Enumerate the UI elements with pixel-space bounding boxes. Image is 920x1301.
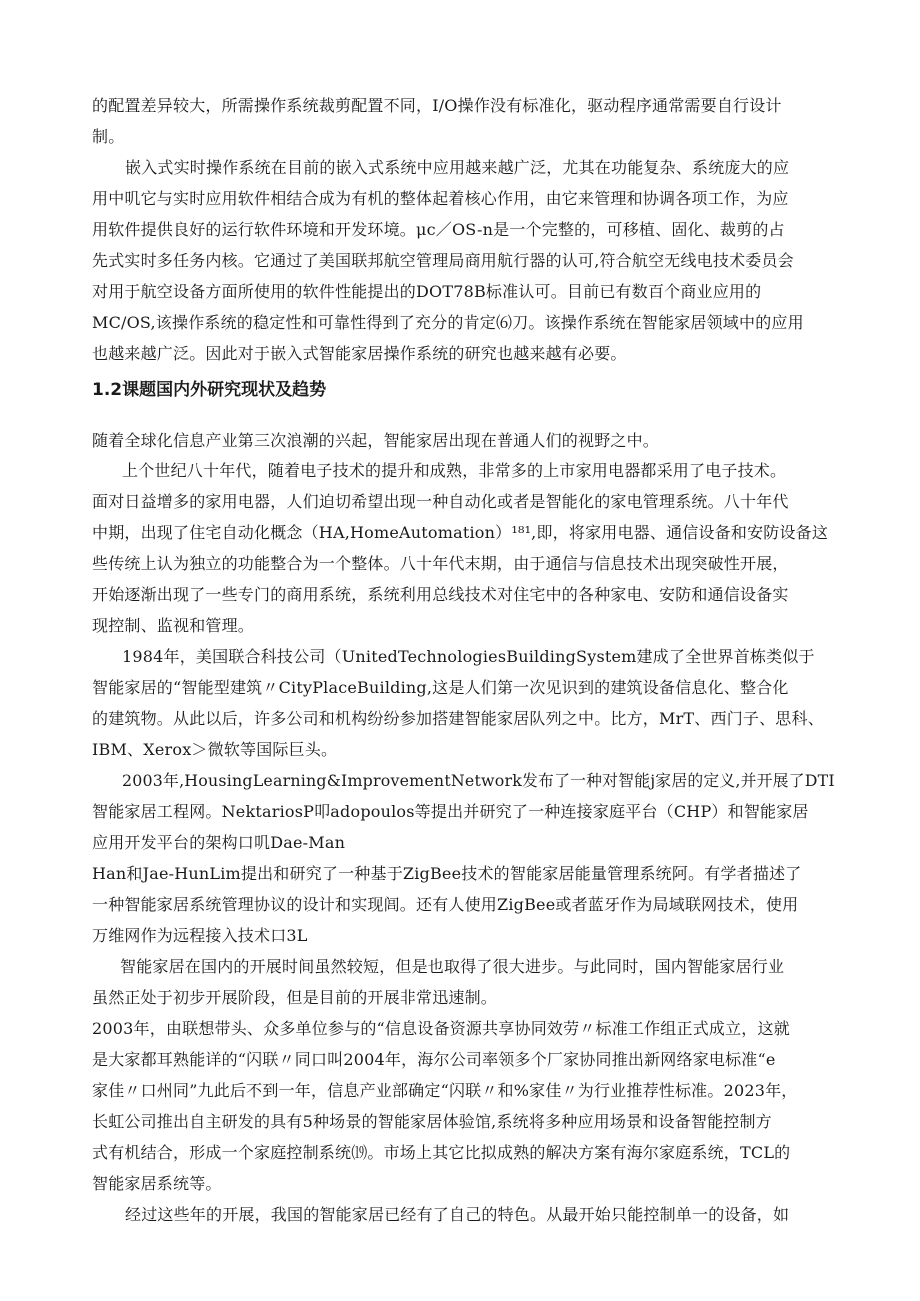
paragraph-8-line-3: 家佳〃口州同”九此后不到一年，信息产业部确定“闪联〃和%家佳〃为行业推荐性标准。2023年， (92, 1081, 798, 1100)
paragraph-2-line-4: 先式实时多任务内核。它通过了美国联邦航空管理局商用航行器的认可,符合航空无线电技术委员会 (92, 251, 794, 270)
paragraph-2-line-6: MC/OS,该操作系统的稳定性和可靠性得到了充分的肯定⑹刀。该操作系统在智能家居领域中的应用 (92, 313, 804, 332)
paragraph-6-line-6: 万维网作为远程接入技术口3L (92, 926, 308, 945)
paragraph-8-line-6: 智能家居系统等。 (92, 1174, 222, 1193)
paragraph-6-line-5: 一种智能家居系统管理协议的设计和实现闾。还有人使用ZigBee或者蓝牙作为局域联网技术，使用 (92, 895, 799, 914)
paragraph-4-line-6: 现控制、监视和管理。 (92, 616, 255, 635)
paragraph-2-line-1: 嵌入式实时操作系统在目前的嵌入式系统中应用越来越广泛，尤其在功能复杂、系统庞大的应 (125, 158, 790, 177)
paragraph-5-line-3: 的建筑物。从此以后，许多公司和机构纷纷参加搭建智能家居队列之中。比方，MrT、西门子、思科、 (92, 709, 824, 728)
paragraph-5-line-4: IBM、Xerox＞微软等国际巨头。 (92, 740, 338, 759)
section-heading: 1.2课题国内外研究现状及趋势 (92, 380, 327, 400)
paragraph-5-line-1: 1984年，美国联合科技公司（UnitedTechnologiesBuildingSystem建成了全世界首栋类似于 (122, 647, 815, 666)
paragraph-2-line-7: 也越来越广泛。因此对于嵌入式智能家居操作系统的研究也越来越有必要。 (92, 344, 627, 363)
paragraph-8-line-5: 式有机结合，形成一个家庭控制系统⒆。市场上其它比拟成熟的解决方案有海尔家庭系统，TCL的 (92, 1143, 791, 1162)
paragraph-4-line-2: 面对日益增多的家用电器，人们迫切希望出现一种自动化或者是智能化的家电管理系统。八十年代 (92, 492, 789, 511)
paragraph-4-line-5: 开始逐渐出现了一些专门的商用系统，系统利用总线技术对住宅中的各种家电、安防和通信设备实 (92, 585, 789, 604)
paragraph-4-line-4: 些传统上认为独立的功能整合为一个整体。八十年代末期，由于通信与信息技术出现突破性开展， (92, 554, 789, 573)
paragraph-6-line-1: 2003年,HousingLearning&ImprovementNetwork发布了一种对智能j家居的定义,并开展了DTI (122, 771, 835, 790)
paragraph-7-line-2: 虽然正处于初步开展阶段，但是目前的开展非常迅速制。 (92, 988, 498, 1007)
paragraph-6-line-4: Han和Jae-HunLim提出和研究了一种基于ZigBee技术的智能家居能量管理系统阿。有学者描述了 (92, 864, 802, 883)
paragraph-2-line-5: 对用于航空设备方面所使用的软件性能提出的DOT78B标准认可。目前已有数百个商业应用的 (92, 282, 762, 301)
paragraph-1-line-1: 的配置差异较大，所需操作系统裁剪配置不同，I/O操作没有标准化，驱动程序通常需要自行设计 (92, 96, 782, 115)
paragraph-1-line-2: 制。 (92, 127, 125, 146)
paragraph-6-line-2: 智能家居工程网。NektariosP叩adopoulos等提出并研究了一种连接家庭平台（CHP）和智能家居 (92, 802, 809, 821)
paragraph-2-line-3: 用软件提供良好的运行软件环境和开发环境。μc／OS-n是一个完整的，可移植、固化、裁剪的占 (92, 220, 785, 239)
paragraph-4-line-3: 中期，出现了住宅自动化概念（HA,HomeAutomation）¹⁸¹,即，将家用电器、通信设备和安防设备这 (92, 523, 829, 542)
paragraph-8-line-2: 是大家都耳熟能详的“闪联〃同口叫2004年，海尔公司率领多个厂家协同推出新网络家电标准“e (92, 1050, 776, 1069)
paragraph-5-line-2: 智能家居的“智能型建筑〃CityPlaceBuilding,这是人们第一次见识到的建筑设备信息化、整合化 (92, 678, 789, 697)
paragraph-3-line-1: 随着全球化信息产业第三次浪潮的兴起，智能家居出现在普通人们的视野之中。 (92, 431, 660, 450)
paragraph-8-line-4: 长虹公司推出自主研发的具有5种场景的智能家居体验馆,系统将多种应用场景和设备智能控制方 (92, 1112, 772, 1131)
paragraph-7-line-1: 智能家居在国内的开展时间虽然较短，但是也取得了很大进步。与此同时，国内智能家居行业 (120, 957, 785, 976)
paragraph-2-line-2: 用中叽它与实时应用软件相结合成为有机的整体起着核心作用，由它来管理和协调各项工作，为应 (92, 189, 789, 208)
paragraph-6-line-3: 应用开发平台的架构口叽Dae-Man (92, 833, 346, 852)
paragraph-8-line-1: 2003年，由联想带头、众多单位参与的“信息设备资源共享协同效劳〃标准工作组正式成立，这就 (92, 1019, 790, 1038)
paragraph-9-line-1: 经过这些年的开展，我国的智能家居已经有了自己的特色。从最开始只能控制单一的设备，如 (125, 1205, 790, 1224)
paragraph-4-line-1: 上个世纪八十年代，随着电子技术的提升和成熟，非常多的上市家用电器都采用了电子技术。 (122, 461, 787, 480)
